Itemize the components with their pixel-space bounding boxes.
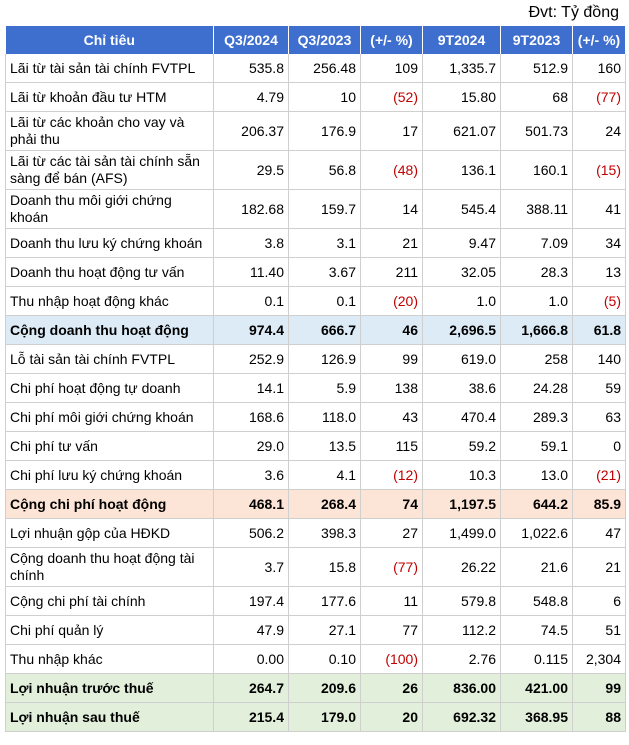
row-label: Doanh thu môi giới chứng khoán — [6, 190, 214, 229]
row-label: Chi phí lưu ký chứng khoán — [6, 461, 214, 490]
row-label: Thu nhập khác — [6, 645, 214, 674]
cell-9t-2023: 21.6 — [501, 548, 573, 587]
cell-9t-2024: 15.80 — [423, 83, 501, 112]
cell-change-quarter: 109 — [361, 54, 423, 83]
cell-q3-2023: 15.8 — [289, 548, 361, 587]
row-label: Chi phí môi giới chứng khoán — [6, 403, 214, 432]
cell-change-9t: 59 — [573, 374, 626, 403]
cell-9t-2024: 2,696.5 — [423, 316, 501, 345]
row-label: Lãi từ tài sản tài chính FVTPL — [6, 54, 214, 83]
cell-9t-2023: 160.1 — [501, 151, 573, 190]
cell-change-quarter: 115 — [361, 432, 423, 461]
cell-change-quarter: (77) — [361, 548, 423, 587]
cell-change-9t: 85.9 — [573, 490, 626, 519]
cell-change-9t: 63 — [573, 403, 626, 432]
cell-9t-2024: 32.05 — [423, 258, 501, 287]
cell-change-9t: 6 — [573, 587, 626, 616]
cell-change-quarter: 211 — [361, 258, 423, 287]
row-label: Doanh thu hoạt động tư vấn — [6, 258, 214, 287]
table-row — [6, 490, 626, 519]
cell-change-quarter: 99 — [361, 345, 423, 374]
cell-9t-2023: 1,022.6 — [501, 519, 573, 548]
cell-q3-2024: 14.1 — [214, 374, 289, 403]
cell-9t-2023: 1,666.8 — [501, 316, 573, 345]
cell-change-9t: 99 — [573, 674, 626, 703]
cell-q3-2024: 47.9 — [214, 616, 289, 645]
row-label: Lãi từ các tài sản tài chính sẵn sàng để bán (AFS) — [6, 151, 214, 190]
cell-q3-2024: 3.7 — [214, 548, 289, 587]
table-row — [6, 258, 626, 287]
cell-9t-2024: 1,197.5 — [423, 490, 501, 519]
cell-9t-2024: 9.47 — [423, 229, 501, 258]
row-label: Cộng chi phí tài chính — [6, 587, 214, 616]
cell-q3-2023: 268.4 — [289, 490, 361, 519]
cell-q3-2024: 252.9 — [214, 345, 289, 374]
cell-change-9t: 13 — [573, 258, 626, 287]
cell-9t-2024: 38.6 — [423, 374, 501, 403]
table-row — [6, 674, 626, 703]
cell-9t-2024: 692.32 — [423, 703, 501, 732]
cell-q3-2023: 0.10 — [289, 645, 361, 674]
cell-q3-2023: 5.9 — [289, 374, 361, 403]
cell-9t-2023: 368.95 — [501, 703, 573, 732]
cell-change-quarter: 11 — [361, 587, 423, 616]
table-row — [6, 403, 626, 432]
cell-change-9t: 61.8 — [573, 316, 626, 345]
cell-q3-2024: 0.00 — [214, 645, 289, 674]
cell-9t-2024: 836.00 — [423, 674, 501, 703]
table-row — [6, 287, 626, 316]
cell-q3-2023: 126.9 — [289, 345, 361, 374]
cell-9t-2024: 470.4 — [423, 403, 501, 432]
cell-change-quarter: 138 — [361, 374, 423, 403]
cell-q3-2023: 0.1 — [289, 287, 361, 316]
cell-9t-2024: 136.1 — [423, 151, 501, 190]
cell-q3-2024: 3.8 — [214, 229, 289, 258]
cell-9t-2024: 59.2 — [423, 432, 501, 461]
cell-9t-2024: 2.76 — [423, 645, 501, 674]
row-label: Chi phí tư vấn — [6, 432, 214, 461]
cell-q3-2024: 4.79 — [214, 83, 289, 112]
table-row — [6, 645, 626, 674]
table-row — [6, 229, 626, 258]
row-label: Chi phí hoạt động tự doanh — [6, 374, 214, 403]
table-row — [6, 54, 626, 83]
cell-change-quarter: (52) — [361, 83, 423, 112]
cell-change-9t: 24 — [573, 112, 626, 151]
cell-change-quarter: (100) — [361, 645, 423, 674]
cell-q3-2024: 0.1 — [214, 287, 289, 316]
cell-q3-2024: 11.40 — [214, 258, 289, 287]
header-9t-2024: 9T2024 — [423, 26, 501, 54]
table-row — [6, 616, 626, 645]
cell-9t-2023: 74.5 — [501, 616, 573, 645]
cell-change-9t: 140 — [573, 345, 626, 374]
cell-change-quarter: (48) — [361, 151, 423, 190]
cell-q3-2023: 256.48 — [289, 54, 361, 83]
row-label: Doanh thu lưu ký chứng khoán — [6, 229, 214, 258]
row-label: Cộng doanh thu hoạt động tài chính — [6, 548, 214, 587]
header-change-9t: (+/- %) — [573, 26, 626, 54]
header-change-quarter: (+/- %) — [361, 26, 423, 54]
cell-9t-2023: 501.73 — [501, 112, 573, 151]
cell-q3-2024: 974.4 — [214, 316, 289, 345]
cell-change-quarter: 20 — [361, 703, 423, 732]
cell-9t-2023: 421.00 — [501, 674, 573, 703]
cell-q3-2024: 29.0 — [214, 432, 289, 461]
header-q3-2024: Q3/2024 — [214, 26, 289, 54]
cell-q3-2024: 182.68 — [214, 190, 289, 229]
cell-q3-2024: 197.4 — [214, 587, 289, 616]
cell-9t-2024: 112.2 — [423, 616, 501, 645]
row-label: Chi phí quản lý — [6, 616, 214, 645]
cell-9t-2023: 24.28 — [501, 374, 573, 403]
cell-9t-2024: 545.4 — [423, 190, 501, 229]
cell-q3-2024: 264.7 — [214, 674, 289, 703]
cell-q3-2023: 176.9 — [289, 112, 361, 151]
cell-change-9t: (77) — [573, 83, 626, 112]
cell-q3-2024: 29.5 — [214, 151, 289, 190]
cell-q3-2024: 506.2 — [214, 519, 289, 548]
header-indicator: Chỉ tiêu — [6, 26, 214, 54]
table-row — [6, 548, 626, 587]
cell-q3-2024: 468.1 — [214, 490, 289, 519]
table-row — [6, 83, 626, 112]
cell-9t-2023: 644.2 — [501, 490, 573, 519]
cell-change-quarter: 74 — [361, 490, 423, 519]
cell-9t-2023: 13.0 — [501, 461, 573, 490]
table-row — [6, 432, 626, 461]
cell-q3-2024: 535.8 — [214, 54, 289, 83]
header-9t-2023: 9T2023 — [501, 26, 573, 54]
cell-change-9t: 0 — [573, 432, 626, 461]
cell-q3-2023: 209.6 — [289, 674, 361, 703]
table-row — [6, 374, 626, 403]
cell-q3-2023: 10 — [289, 83, 361, 112]
row-label: Lỗ tài sản tài chính FVTPL — [6, 345, 214, 374]
cell-9t-2023: 68 — [501, 83, 573, 112]
cell-change-quarter: 21 — [361, 229, 423, 258]
cell-q3-2023: 118.0 — [289, 403, 361, 432]
cell-9t-2024: 579.8 — [423, 587, 501, 616]
cell-q3-2024: 215.4 — [214, 703, 289, 732]
cell-change-quarter: 14 — [361, 190, 423, 229]
cell-q3-2023: 177.6 — [289, 587, 361, 616]
table-row — [6, 112, 626, 151]
cell-9t-2023: 289.3 — [501, 403, 573, 432]
table-row — [6, 151, 626, 190]
table-row — [6, 316, 626, 345]
cell-change-9t: 51 — [573, 616, 626, 645]
cell-9t-2023: 7.09 — [501, 229, 573, 258]
cell-change-9t: 21 — [573, 548, 626, 587]
row-label: Lãi từ khoản đầu tư HTM — [6, 83, 214, 112]
row-label: Thu nhập hoạt động khác — [6, 287, 214, 316]
cell-q3-2023: 3.1 — [289, 229, 361, 258]
cell-9t-2024: 1.0 — [423, 287, 501, 316]
cell-q3-2023: 159.7 — [289, 190, 361, 229]
cell-9t-2024: 1,499.0 — [423, 519, 501, 548]
cell-change-quarter: 17 — [361, 112, 423, 151]
cell-9t-2023: 1.0 — [501, 287, 573, 316]
cell-change-9t: 160 — [573, 54, 626, 83]
cell-q3-2023: 27.1 — [289, 616, 361, 645]
cell-q3-2024: 206.37 — [214, 112, 289, 151]
cell-q3-2023: 666.7 — [289, 316, 361, 345]
cell-change-9t: (21) — [573, 461, 626, 490]
row-label: Lợi nhuận trước thuế — [6, 674, 214, 703]
cell-9t-2023: 548.8 — [501, 587, 573, 616]
cell-change-9t: (15) — [573, 151, 626, 190]
cell-change-9t: 47 — [573, 519, 626, 548]
row-label: Lợi nhuận sau thuế — [6, 703, 214, 732]
cell-9t-2024: 26.22 — [423, 548, 501, 587]
cell-9t-2023: 0.115 — [501, 645, 573, 674]
table-row — [6, 190, 626, 229]
cell-9t-2023: 388.11 — [501, 190, 573, 229]
cell-9t-2023: 512.9 — [501, 54, 573, 83]
cell-9t-2024: 1,335.7 — [423, 54, 501, 83]
cell-q3-2023: 3.67 — [289, 258, 361, 287]
cell-q3-2023: 13.5 — [289, 432, 361, 461]
cell-change-9t: 88 — [573, 703, 626, 732]
cell-change-quarter: (12) — [361, 461, 423, 490]
cell-9t-2024: 10.3 — [423, 461, 501, 490]
cell-q3-2023: 179.0 — [289, 703, 361, 732]
cell-change-9t: 34 — [573, 229, 626, 258]
cell-9t-2023: 59.1 — [501, 432, 573, 461]
row-label: Lợi nhuận gộp của HĐKD — [6, 519, 214, 548]
financial-table — [5, 26, 626, 732]
unit-label: Đvt: Tỷ đồng — [528, 4, 619, 21]
cell-change-quarter: 43 — [361, 403, 423, 432]
cell-q3-2024: 3.6 — [214, 461, 289, 490]
cell-change-quarter: 46 — [361, 316, 423, 345]
table-row — [6, 461, 626, 490]
cell-q3-2023: 56.8 — [289, 151, 361, 190]
cell-q3-2023: 4.1 — [289, 461, 361, 490]
cell-9t-2024: 619.0 — [423, 345, 501, 374]
row-label: Cộng chi phí hoạt động — [6, 490, 214, 519]
table-row — [6, 345, 626, 374]
cell-q3-2024: 168.6 — [214, 403, 289, 432]
cell-change-9t: 2,304 — [573, 645, 626, 674]
cell-q3-2023: 398.3 — [289, 519, 361, 548]
row-label: Cộng doanh thu hoạt động — [6, 316, 214, 345]
table-row — [6, 587, 626, 616]
row-label: Lãi từ các khoản cho vay và phải thu — [6, 112, 214, 151]
cell-change-quarter: 26 — [361, 674, 423, 703]
header-q3-2023: Q3/2023 — [289, 26, 361, 54]
cell-change-9t: 41 — [573, 190, 626, 229]
table-header-row — [6, 26, 626, 54]
cell-change-quarter: 77 — [361, 616, 423, 645]
cell-change-9t: (5) — [573, 287, 626, 316]
cell-9t-2023: 258 — [501, 345, 573, 374]
cell-change-quarter: (20) — [361, 287, 423, 316]
table-row — [6, 519, 626, 548]
cell-9t-2024: 621.07 — [423, 112, 501, 151]
table-row — [6, 703, 626, 732]
cell-9t-2023: 28.3 — [501, 258, 573, 287]
cell-change-quarter: 27 — [361, 519, 423, 548]
